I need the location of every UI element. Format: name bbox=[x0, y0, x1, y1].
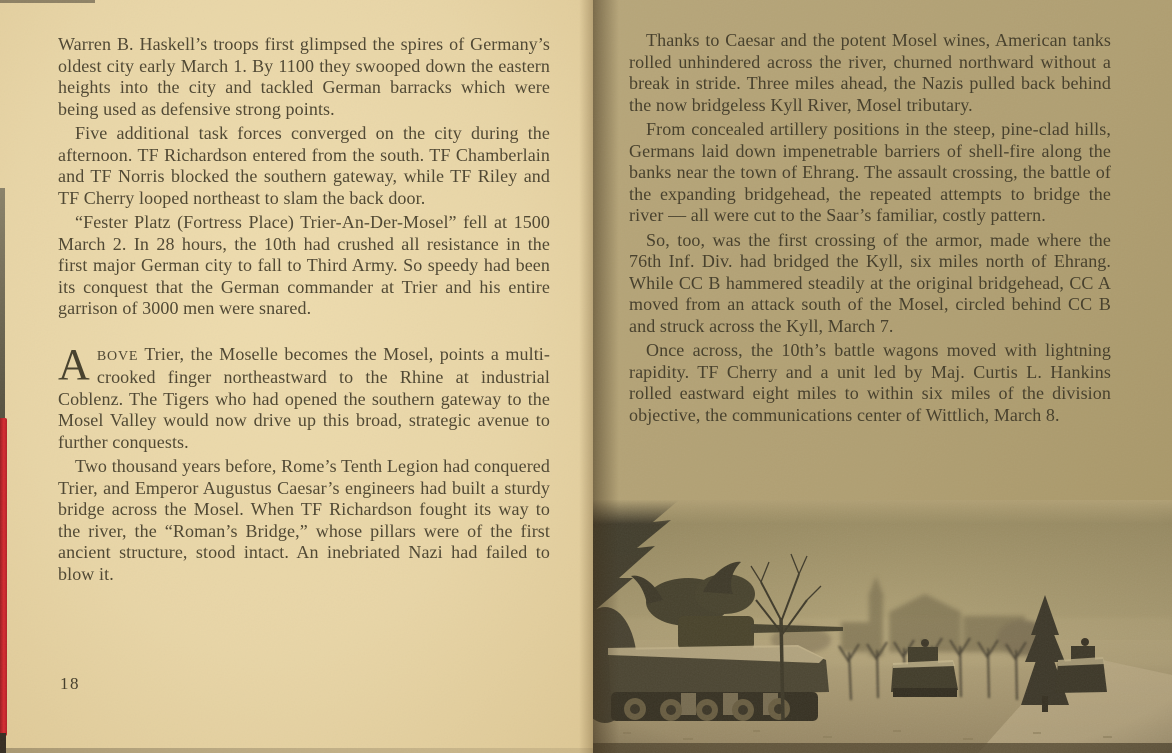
paragraph: Warren B. Haskell’s troops first glimpsed the spires of Germany’s oldest city early March 1. By 1100 they swooped down the eastern heights into the city and tackled German barracks which were being used as defensive strong points. bbox=[58, 34, 550, 119]
scan-edge-smudge bbox=[0, 0, 95, 3]
paragraph-text: Trier, the Moselle becomes the Mosel, points a multi-crooked finger northeastward to the Rhine at industrial Coblenz. The Tigers who had opened the southern gateway to the Mosel Valley would now drive up this broad, strategic avenue to further conquests. bbox=[58, 343, 550, 452]
paragraph: Once across, the 10th’s battle wagons moved with lightning rapidity. TF Cherry and a unit led by Maj. Curtis L. Hankins rolled eastward eight miles to within six miles of the division objective, the communications center of Wittlich, March 8. bbox=[629, 340, 1111, 425]
red-cover-stripe bbox=[0, 418, 7, 736]
paragraph: “Fester Platz (Fortress Place) Trier-An-Der-Mosel” fell at 1500 March 2. In 28 hours, the 10th had crushed all resistance in the first major German city to fall to Third Army. So speedy had been its conquest that the German commander at Trier and his entire garrison of 3000 men were snared. bbox=[58, 212, 550, 318]
gutter-shadow bbox=[593, 0, 619, 753]
tank-column-photo bbox=[593, 500, 1172, 753]
paragraph: Thanks to Caesar and the potent Mosel wines, American tanks rolled unhindered across the river, churned northward without a break in stride. Three miles ahead, the Nazis pulled back behind the now bridgeless Kyll River, Mosel tributary. bbox=[629, 30, 1111, 115]
page-bottom-edge bbox=[0, 748, 593, 753]
paragraph: Two thousand years before, Rome’s Tenth Legion had conquered Trier, and Emperor Augustus Caesar’s engineers had built a sturdy bridge across the Mosel. When TF Richardson fought its way to the river, the “Roman’s Bridge,” whose pillars were of the first ancient structure, stood intact. An inebriated Nazi had failed to blow it. bbox=[58, 456, 550, 584]
book-cover-edge bbox=[0, 188, 5, 420]
paragraph: Five additional task forces converged on the city during the afternoon. TF Richardson entered from the south. TF Chamberlain and TF Norris blocked the southern gateway, while TF Riley and TF Cherry looped northeast to slam the back door. bbox=[58, 123, 550, 208]
paragraph: So, too, was the first crossing of the armor, made where the 76th Inf. Div. had bridged the Kyll, six miles north of Ehrang. While CC B hammered steadily at the original bridgehead, CC A moved from an attack south of the Mosel, circled behind CC B and struck across the Kyll, March 7. bbox=[629, 229, 1111, 336]
dropcap-letter: A bbox=[58, 339, 90, 389]
paragraph: From concealed artillery positions in the steep, pine-clad hills, Germans laid down impenetrable barriers of shell-fire along the banks near the town of Ehrang. The assault crossing, the battle of the expanding bridgehead, the repeated attempts to bridge the river — all were cut to the Saar’s familiar, costly pattern. bbox=[629, 119, 1111, 225]
right-page bbox=[593, 0, 1172, 753]
gutter-shadow bbox=[579, 0, 593, 753]
page-number: 18 bbox=[60, 674, 80, 693]
right-page-text-column bbox=[629, 30, 1111, 429]
left-page-text-column bbox=[58, 34, 550, 588]
dropcap-smallcaps: BOVE bbox=[96, 348, 139, 364]
book-cover-edge-bottom bbox=[0, 733, 6, 753]
paragraph-with-dropcap bbox=[58, 339, 550, 454]
